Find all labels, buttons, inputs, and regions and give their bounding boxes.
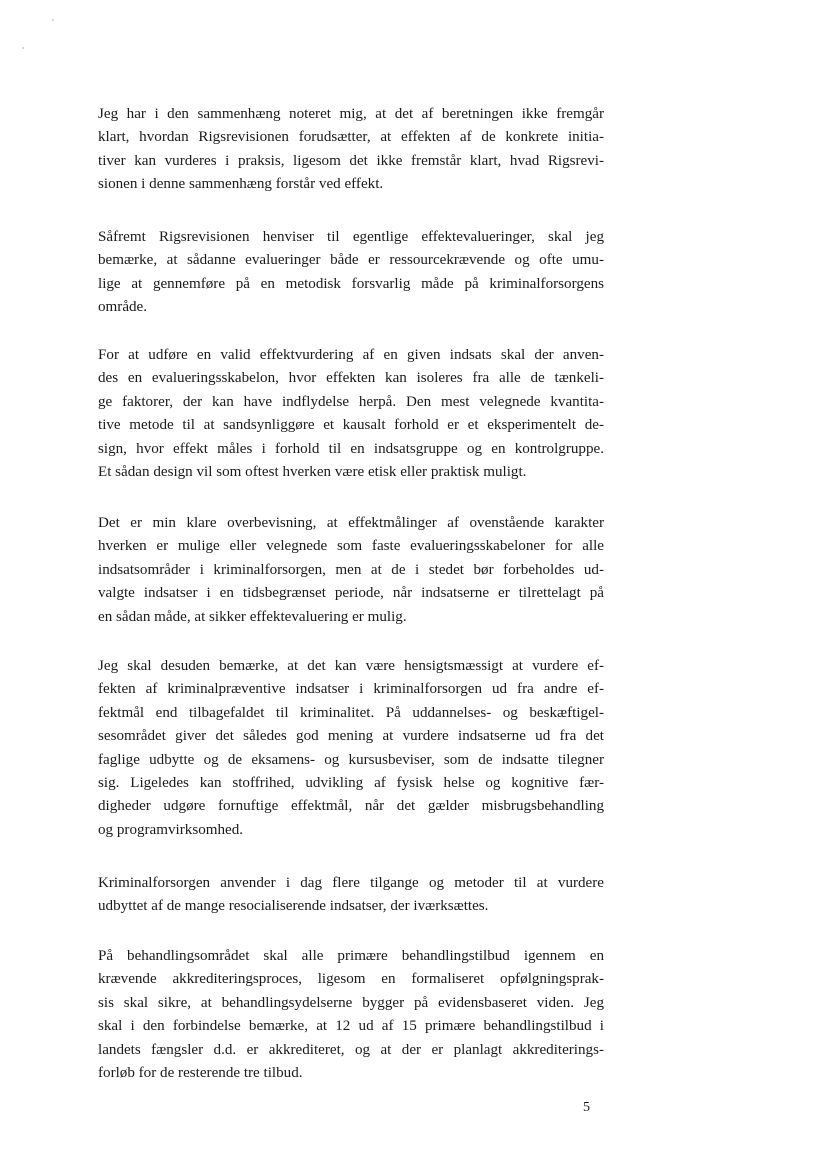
paragraph-3 (98, 344, 604, 484)
text-line: sign, hvor effekt måles i forhold til en indsatsgruppe og en kontrolgruppe. (98, 440, 604, 457)
paragraph-7 (98, 945, 604, 1085)
text-line: Jeg har i den sammenhæng noteret mig, at det af beretningen ikke fremgår (98, 106, 604, 122)
text-line: og programvirksomhed. (98, 821, 244, 838)
text-line: Jeg skal desuden bemærke, at det kan være hensigtsmæssigt at vurdere ef- (98, 658, 604, 674)
text-line: tive metode til at sandsynliggøre et kausalt forhold er et eksperimentelt de- (98, 417, 604, 434)
page-number: 5 (583, 1100, 590, 1115)
text-line: valgte indsatser i en tidsbegrænset periode, når indsatserne er tilrettelagt på (98, 585, 604, 602)
scan-speck (52, 19, 54, 21)
text-line: lige at gennemføre på en metodisk forsvarlig måde på kriminalforsorgens (98, 275, 604, 292)
text-line: des en evalueringsskabelon, hvor effekten kan isoleres fra alle de tænkeli- (98, 370, 604, 387)
paragraph-6 (98, 872, 604, 919)
text-line: skal i den forbindelse bemærke, at 12 ud af 15 primære behandlingstilbud i (98, 1018, 604, 1035)
text-line: fektmål end tilbagefaldet til kriminalitet. På uddannelses- og beskæftigel- (98, 704, 604, 721)
text-line: en sådan måde, at sikker effektevaluering er mulig. (98, 608, 407, 625)
paragraph-4 (98, 512, 604, 629)
text-line: digheder udgøre fornuftige effektmål, når det gælder misbrugsbehandling (98, 798, 604, 815)
text-line: indsatsområder i kriminalforsorgen, men at de i stedet bør forbeholdes ud- (98, 561, 604, 578)
text-line: sig. Ligeledes kan stoffrihed, udvikling af fysisk helse og kognitive fær- (98, 775, 604, 792)
text-line: krævende akkrediteringsproces, ligesom en formaliseret opfølgningsprak- (98, 971, 604, 988)
text-line: klart, hvordan Rigsrevisionen forudsætter, at effekten af de konkrete initia- (98, 129, 604, 146)
text-line: Det er min klare overbevisning, at effektmålinger af ovenstående karakter (98, 515, 604, 531)
paragraph-2 (98, 226, 604, 320)
text-line: For at udføre en valid effektvurdering af en given indsats skal der anven- (98, 347, 604, 363)
text-line: Et sådan design vil som oftest hverken være etisk eller praktisk muligt. (98, 464, 527, 481)
text-line: område. (98, 299, 148, 316)
text-line: hverken er mulige eller velegnede som faste evalueringsskabeloner for alle (98, 538, 604, 555)
paragraph-1 (98, 103, 604, 197)
text-line: Kriminalforsorgen anvender i dag flere tilgange og metoder til at vurdere (98, 875, 604, 891)
text-line: sesområdet giver det således god mening at vurdere indsatserne ud fra det (98, 728, 604, 745)
text-line: ge faktorer, der kan have indflydelse herpå. Den mest velegnede kvantita- (98, 393, 604, 410)
text-line: sis skal sikre, at behandlingsydelserne bygger på evidensbaseret viden. Jeg (98, 994, 604, 1011)
text-line: Såfremt Rigsrevisionen henviser til egentlige effektevalueringer, skal jeg (98, 229, 604, 245)
text-line: sionen i denne sammenhæng forstår ved effekt. (98, 176, 384, 193)
text-line: tiver kan vurderes i praksis, ligesom det ikke fremstår klart, hvad Rigsrevi- (98, 152, 604, 169)
text-line: landets fængsler d.d. er akkrediteret, og at der er planlagt akkrediterings- (98, 1041, 604, 1058)
text-line: forløb for de resterende tre tilbud. (98, 1065, 303, 1082)
scan-speck (22, 47, 24, 49)
text-line: bemærke, at sådanne evalueringer både er ressourcekrævende og ofte umu- (98, 252, 604, 269)
text-line: faglige udbytte og de eksamens- og kursusbeviser, som de indsatte tilegner (98, 751, 604, 768)
paragraph-5 (98, 655, 604, 842)
text-line: På behandlingsområdet skal alle primære behandlingstilbud igennem en (98, 948, 604, 964)
text-line: udbyttet af de mange resocialiserende indsatser, der iværksættes. (98, 898, 489, 915)
text-line: fekten af kriminalpræventive indsatser i kriminalforsorgen ud fra andre ef- (98, 681, 604, 698)
